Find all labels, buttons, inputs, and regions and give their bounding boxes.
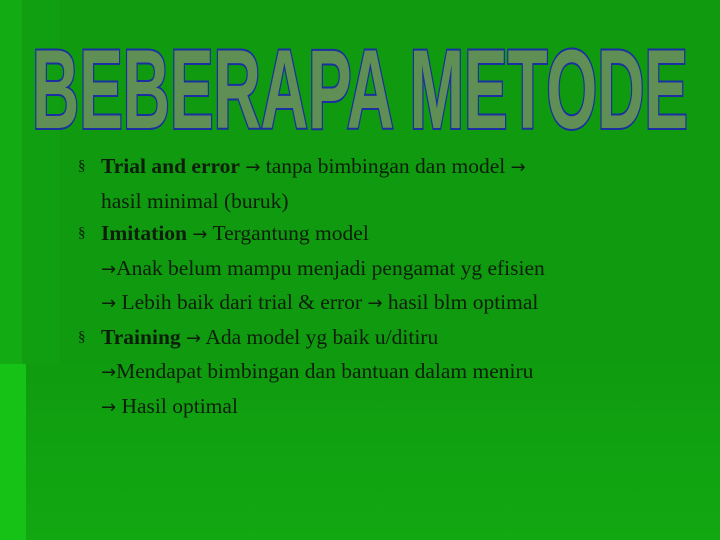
list-item-line <box>101 390 708 425</box>
item-line2: hasil minimal (buruk) <box>101 188 289 213</box>
arrow-right-icon: → <box>367 293 383 314</box>
list-item-line <box>101 355 708 390</box>
list-item-line <box>101 252 708 287</box>
item-term: Trial and error <box>101 154 240 178</box>
slide-title-wordart <box>25 10 695 136</box>
item-term: Imitation <box>101 221 187 245</box>
background-left-strip <box>0 364 26 540</box>
item-line3a: Lebih baik dari trial & error <box>121 290 363 314</box>
arrow-right-icon: → <box>245 157 261 178</box>
item-line3: Hasil optimal <box>121 393 238 418</box>
slide-title <box>0 10 720 136</box>
list-item-imitation <box>78 217 708 321</box>
section-sign-bullet-icon: § <box>78 328 86 345</box>
section-sign-bullet-icon: § <box>78 225 86 241</box>
item-term: Training <box>101 324 181 349</box>
item-line2: Mendapat bimbingan dan bantuan dalam meniru <box>116 359 534 383</box>
list-item-line <box>101 150 708 185</box>
arrow-right-icon: → <box>101 362 117 383</box>
item-line3b: hasil blm optimal <box>387 290 539 314</box>
item-desc: Tergantung model <box>212 221 369 245</box>
bullet-list <box>78 150 708 424</box>
arrow-right-icon: → <box>101 396 117 418</box>
item-line2: Anak belum mampu menjadi pengamat yg efisien <box>116 255 545 280</box>
list-item-line <box>101 321 708 356</box>
list-item-text <box>101 321 708 425</box>
section-sign-bullet-icon: § <box>78 158 86 174</box>
list-item-text <box>101 217 708 321</box>
list-item-line <box>101 217 708 252</box>
title-text: BEBERAPA METODE <box>32 27 688 136</box>
arrow-right-icon: → <box>510 157 526 178</box>
item-desc: Ada model yg baik u/ditiru <box>205 324 439 349</box>
arrow-right-icon: → <box>192 224 208 245</box>
list-item-text <box>101 150 708 217</box>
list-item-training <box>78 321 708 425</box>
list-item-line <box>101 286 708 321</box>
arrow-right-icon: → <box>186 327 202 349</box>
arrow-right-icon: → <box>101 258 117 280</box>
list-item-trial <box>78 150 708 217</box>
arrow-right-icon: → <box>101 293 117 314</box>
item-desc: tanpa bimbingan dan model <box>265 154 506 178</box>
